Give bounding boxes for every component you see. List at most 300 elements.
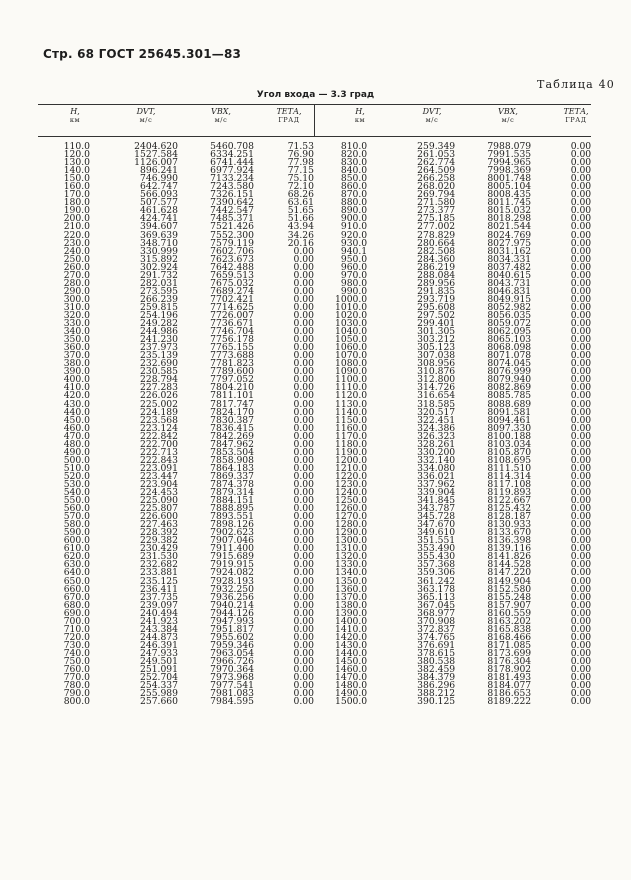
- table-cell: 1100.0: [335, 374, 368, 386]
- column-header-unit: м/с: [139, 116, 153, 124]
- table-cell: 210.0: [63, 221, 90, 233]
- table-cell: 7991.535: [487, 149, 532, 161]
- table-cell: 950.0: [340, 253, 368, 265]
- table-cell: 7951.817: [210, 623, 254, 635]
- table-row: [335, 175, 591, 183]
- table-cell: 8152.580: [487, 583, 532, 595]
- table-cell: 8097.330: [487, 422, 532, 434]
- table-cell: 0.00: [570, 470, 592, 482]
- table-cell: 110.0: [63, 141, 90, 152]
- table-row: [62, 513, 314, 521]
- table-row: [62, 658, 314, 666]
- table-cell: 388.212: [417, 688, 456, 700]
- table-row: [62, 449, 314, 457]
- table-cell: 0.00: [293, 559, 314, 571]
- table-cell: 8046.831: [487, 285, 532, 297]
- table-cell: 314.726: [417, 382, 456, 394]
- table-row: [335, 352, 591, 360]
- table-cell: 790.0: [63, 688, 90, 700]
- table-cell: 0.00: [570, 696, 592, 708]
- table-row: [335, 569, 591, 577]
- table-cell: 254.196: [140, 309, 178, 321]
- table-cell: 7485.371: [210, 213, 254, 225]
- table-cell: 7970.364: [210, 664, 254, 676]
- table-cell: 0.00: [293, 567, 314, 579]
- table-row: [335, 183, 591, 191]
- table-cell: 0.00: [293, 342, 314, 354]
- table-cell: 610.0: [63, 543, 90, 555]
- table-cell: 249.282: [140, 318, 178, 330]
- table-row: [335, 232, 591, 240]
- table-cell: 8100.188: [487, 430, 532, 442]
- table-cell: 642.747: [140, 181, 178, 193]
- table-cell: 0.00: [570, 591, 592, 603]
- table-cell: 7765.155: [210, 342, 254, 354]
- table-cell: 372.837: [417, 623, 456, 635]
- table-cell: 310.876: [417, 366, 456, 378]
- table-cell: 0.00: [570, 406, 592, 418]
- table-cell: 0.00: [293, 639, 314, 651]
- table-cell: 228.392: [140, 527, 178, 539]
- table-row: [62, 304, 314, 312]
- table-row: [62, 481, 314, 489]
- table-cell: 0.00: [293, 398, 314, 410]
- table-row: [335, 417, 591, 425]
- table-cell: 690.0: [63, 607, 90, 619]
- table-cell: 368.977: [417, 607, 456, 619]
- table-cell: 1080.0: [335, 358, 368, 370]
- table-cell: 0.00: [570, 487, 592, 499]
- table-cell: 7973.968: [210, 672, 254, 684]
- table-cell: 0.00: [293, 591, 314, 603]
- table-cell: 1260.0: [335, 503, 368, 515]
- table-cell: 301.305: [417, 326, 456, 338]
- table-cell: 8076.999: [487, 366, 532, 378]
- table-row: [62, 618, 314, 626]
- table-cell: 480.0: [63, 438, 90, 450]
- table-row: [62, 159, 314, 167]
- table-cell: 0.00: [293, 575, 314, 587]
- table-row: [335, 449, 591, 457]
- table-row: [335, 578, 591, 586]
- table-cell: 241.923: [140, 615, 178, 627]
- table-row: [335, 698, 591, 706]
- table-cell: 7940.214: [210, 599, 254, 611]
- table-cell: 896.241: [140, 165, 178, 177]
- table-cell: 367.045: [417, 599, 456, 611]
- table-cell: 223.568: [140, 414, 178, 426]
- table-row: [62, 199, 314, 207]
- column-header: [52, 108, 98, 124]
- table-cell: 1420.0: [335, 631, 368, 643]
- table-cell: 0.00: [293, 366, 314, 378]
- table-row: [62, 328, 314, 336]
- table-row: [335, 489, 591, 497]
- table-row: [62, 360, 314, 368]
- table-cell: 760.0: [63, 664, 90, 676]
- table-cell: 340.0: [63, 326, 90, 338]
- table-cell: 1040.0: [335, 326, 368, 338]
- table-cell: 229.382: [140, 535, 178, 547]
- table-cell: 297.502: [417, 309, 456, 321]
- table-cell: 8178.902: [487, 664, 532, 676]
- table-row: [62, 497, 314, 505]
- table-cell: 8117.108: [487, 478, 532, 490]
- table-cell: 0.00: [293, 487, 314, 499]
- table-row: [62, 401, 314, 409]
- table-cell: 7390.642: [210, 197, 254, 209]
- table-cell: 7736.671: [210, 318, 254, 330]
- table-cell: 940.1: [340, 245, 368, 257]
- table-cell: 0.00: [570, 277, 592, 289]
- table-row: [335, 473, 591, 481]
- table-cell: 1470.0: [335, 672, 368, 684]
- table-cell: 264.509: [417, 165, 456, 177]
- table-cell: 0.00: [293, 285, 314, 297]
- table-row: [62, 537, 314, 545]
- table-cell: 363.178: [417, 583, 456, 595]
- table-cell: 1460.0: [335, 664, 368, 676]
- table-cell: 700.0: [63, 615, 90, 627]
- table-cell: 224.189: [140, 406, 178, 418]
- table-cell: 510.0: [63, 462, 90, 474]
- table-cell: 620.0: [63, 551, 90, 563]
- table-cell: 51.66: [287, 213, 314, 225]
- table-row: [62, 457, 314, 465]
- table-cell: 223.904: [140, 478, 178, 490]
- table-cell: 349.610: [417, 527, 456, 539]
- table-cell: 1120.0: [335, 390, 368, 402]
- table-cell: 7714.625: [210, 301, 254, 313]
- table-cell: 1060.0: [335, 342, 368, 354]
- table-cell: 1230.0: [335, 478, 368, 490]
- table-cell: 0.00: [570, 422, 592, 434]
- table-cell: 7552.300: [210, 229, 254, 241]
- table-cell: 8122.667: [487, 495, 532, 507]
- table-row: [335, 280, 591, 288]
- table-cell: 930.0: [340, 237, 368, 249]
- table-cell: 278.829: [417, 229, 456, 241]
- table-cell: 8181.493: [487, 672, 532, 684]
- table-cell: 0.00: [570, 261, 592, 273]
- table-cell: 300.0: [63, 293, 90, 305]
- table-cell: 461.628: [140, 205, 178, 217]
- table-cell: 8171.085: [487, 639, 532, 651]
- table-cell: 259.815: [140, 301, 178, 313]
- table-cell: 0.00: [570, 342, 592, 354]
- table-cell: 0.00: [570, 366, 592, 378]
- table-cell: 0.00: [293, 301, 314, 313]
- table-cell: 225.002: [140, 398, 178, 410]
- table-cell: 7864.183: [210, 462, 254, 474]
- table-cell: 0.00: [293, 535, 314, 547]
- table-cell: 1090.0: [335, 366, 368, 378]
- table-cell: 390.0: [63, 366, 90, 378]
- table-cell: 0.00: [570, 229, 592, 241]
- table-row: [335, 505, 591, 513]
- table-cell: 0.00: [293, 454, 314, 466]
- table-cell: 0.00: [570, 527, 592, 539]
- table-cell: 0.00: [570, 157, 592, 169]
- table-cell: 650.0: [63, 575, 90, 587]
- table-row: [335, 159, 591, 167]
- table-label: Таблица 40: [537, 78, 615, 91]
- table-cell: 8141.826: [487, 551, 532, 563]
- table-cell: 7898.126: [210, 519, 254, 531]
- table-cell: 227.283: [140, 382, 178, 394]
- table-cell: 1440.0: [335, 647, 368, 659]
- table-cell: 130.0: [63, 157, 90, 169]
- table-cell: 8130.933: [487, 519, 532, 531]
- table-cell: 1270.0: [335, 511, 368, 523]
- table-row: [335, 690, 591, 698]
- table-cell: 0.00: [293, 478, 314, 490]
- table-row: [335, 586, 591, 594]
- table-row: [335, 328, 591, 336]
- table-cell: 190.0: [63, 205, 90, 217]
- table-cell: 8111.510: [487, 462, 532, 474]
- table-row: [62, 682, 314, 690]
- table-row: [62, 296, 314, 304]
- data-table-right: [335, 143, 591, 706]
- table-cell: 0.00: [570, 285, 592, 297]
- table-cell: 241.230: [140, 334, 178, 346]
- table-cell: 315.892: [140, 253, 178, 265]
- table-cell: 382.459: [417, 664, 456, 676]
- table-cell: 235.125: [140, 575, 178, 587]
- column-header-name: H,: [355, 107, 365, 116]
- table-cell: 280.664: [417, 237, 456, 249]
- table-cell: 0.00: [293, 462, 314, 474]
- table-cell: 68.26: [287, 189, 314, 201]
- table-row: [62, 642, 314, 650]
- table-cell: 1010.0: [335, 301, 368, 313]
- table-cell: 1450.0: [335, 656, 368, 667]
- table-cell: 0.00: [293, 318, 314, 330]
- table-cell: 8103.034: [487, 438, 532, 450]
- table-cell: 1030.0: [335, 318, 368, 330]
- table-cell: 0.00: [293, 261, 314, 273]
- table-cell: 7955.602: [210, 631, 254, 643]
- table-cell: 400.0: [63, 374, 90, 386]
- table-cell: 7623.673: [210, 253, 254, 265]
- table-cell: 470.0: [63, 430, 90, 442]
- table-row: [335, 312, 591, 320]
- table-cell: 8021.544: [487, 221, 532, 233]
- table-cell: 1126.007: [134, 157, 178, 169]
- table-cell: 302.924: [140, 261, 178, 273]
- table-row: [335, 626, 591, 634]
- table-cell: 1360.0: [335, 583, 368, 595]
- table-cell: 8040.615: [487, 269, 532, 281]
- table-cell: 8149.904: [487, 575, 532, 587]
- table-cell: 1410.0: [335, 623, 368, 635]
- table-cell: 0.00: [570, 350, 592, 362]
- table-row: [62, 320, 314, 328]
- table-cell: 266.258: [417, 173, 456, 185]
- table-cell: 322.451: [417, 414, 456, 426]
- table-row: [335, 650, 591, 658]
- table-cell: 0.00: [570, 446, 592, 458]
- table-cell: 500.0: [63, 454, 90, 466]
- table-cell: 7789.600: [210, 366, 254, 378]
- table-cell: 820.0: [340, 149, 368, 161]
- table-cell: 275.185: [417, 213, 456, 225]
- table-cell: 370.908: [417, 615, 456, 627]
- table-cell: 1340.0: [335, 567, 368, 579]
- table-cell: 0.00: [293, 615, 314, 627]
- table-cell: 0.00: [293, 543, 314, 555]
- table-cell: 51.65: [287, 205, 314, 217]
- table-cell: 460.0: [63, 422, 90, 434]
- table-row: [335, 167, 591, 175]
- table-cell: 7911.400: [210, 543, 254, 555]
- table-row: [335, 368, 591, 376]
- table-row: [62, 352, 314, 360]
- table-cell: 345.728: [417, 511, 456, 523]
- table-cell: 334.080: [417, 462, 456, 474]
- table-row: [62, 344, 314, 352]
- table-cell: 0.00: [570, 309, 592, 321]
- table-cell: 237.973: [140, 342, 178, 354]
- table-row: [335, 618, 591, 626]
- table-cell: 244.986: [140, 326, 178, 338]
- column-header-name: VBX,: [498, 107, 518, 116]
- table-cell: 289.956: [417, 277, 456, 289]
- table-cell: 960.0: [340, 261, 368, 273]
- table-cell: 0.00: [570, 567, 592, 579]
- table-cell: 0.00: [570, 205, 592, 217]
- table-row: [62, 586, 314, 594]
- table-cell: 8139.116: [487, 543, 532, 555]
- table-cell: 269.794: [417, 189, 456, 201]
- table-row: [335, 256, 591, 264]
- table-cell: 286.219: [417, 261, 456, 273]
- table-row: [335, 553, 591, 561]
- table-cell: 520.0: [63, 470, 90, 482]
- table-cell: 226.026: [140, 390, 178, 402]
- table-cell: 1490.0: [335, 688, 368, 700]
- table-cell: 0.00: [570, 197, 592, 209]
- table-cell: 7944.126: [210, 607, 254, 619]
- table-row: [335, 521, 591, 529]
- table-cell: 270.0: [63, 269, 90, 281]
- table-cell: 0.00: [570, 181, 592, 193]
- table-cell: 0.00: [293, 623, 314, 635]
- table-cell: 0.00: [570, 583, 592, 595]
- table-row: [62, 175, 314, 183]
- table-cell: 303.212: [417, 334, 456, 346]
- table-cell: 8015.032: [487, 205, 532, 217]
- table-cell: 1160.0: [335, 422, 368, 434]
- table-cell: 228.794: [140, 374, 178, 386]
- table-cell: 0.00: [570, 245, 592, 257]
- table-row: [335, 457, 591, 465]
- table-row: [335, 199, 591, 207]
- table-cell: 7824.170: [210, 406, 254, 418]
- table-cell: 7858.908: [210, 454, 254, 466]
- table-cell: 328.261: [417, 438, 456, 450]
- table-cell: 72.10: [287, 181, 314, 193]
- table-row: [62, 626, 314, 634]
- table-cell: 0.00: [570, 165, 592, 177]
- table-cell: 293.719: [417, 293, 456, 305]
- table-cell: 0.00: [293, 406, 314, 418]
- table-row: [335, 658, 591, 666]
- table-cell: 8008.435: [487, 189, 532, 201]
- table-cell: 75.10: [287, 173, 314, 185]
- table-cell: 1280.0: [335, 519, 368, 531]
- table-cell: 0.00: [293, 245, 314, 257]
- table-cell: 1320.0: [335, 551, 368, 563]
- table-cell: 1220.0: [335, 470, 368, 482]
- table-cell: 8024.769: [487, 229, 532, 241]
- table-cell: 240.0: [63, 245, 90, 257]
- table-cell: 376.691: [417, 639, 456, 651]
- table-row: [62, 288, 314, 296]
- table-row: [335, 513, 591, 521]
- table-row: [335, 215, 591, 223]
- table-row: [335, 497, 591, 505]
- table-cell: 384.379: [417, 672, 456, 684]
- table-cell: 0.00: [570, 672, 592, 684]
- table-cell: 277.002: [417, 221, 456, 233]
- table-cell: 0.00: [293, 277, 314, 289]
- table-cell: 8165.838: [487, 623, 532, 635]
- column-header-unit: м/с: [214, 116, 228, 124]
- table-cell: 200.0: [63, 213, 90, 225]
- table-cell: 337.962: [417, 478, 456, 490]
- table-cell: 0.00: [293, 511, 314, 523]
- table-cell: 8052.982: [487, 301, 532, 313]
- table-cell: 316.654: [417, 390, 456, 402]
- table-cell: 1140.0: [335, 406, 368, 418]
- table-cell: 230.0: [63, 237, 90, 249]
- table-cell: 0.00: [570, 390, 592, 402]
- table-center-divider: [314, 104, 315, 136]
- table-row: [335, 610, 591, 618]
- table-cell: 7521.426: [210, 221, 254, 233]
- table-cell: 7966.726: [210, 656, 254, 667]
- table-cell: 7746.704: [210, 326, 254, 338]
- table-cell: 7642.488: [210, 261, 254, 273]
- table-cell: 8049.915: [487, 293, 532, 305]
- table-cell: 282.508: [417, 245, 456, 257]
- table-cell: 220.0: [63, 229, 90, 241]
- table-cell: 7919.915: [210, 559, 254, 571]
- table-cell: 780.0: [63, 680, 90, 692]
- column-header-unit: ГРАД: [565, 116, 587, 124]
- column-header: [340, 108, 380, 124]
- table-cell: 7884.151: [210, 495, 254, 507]
- table-cell: 7998.369: [487, 165, 532, 177]
- table-row: [62, 521, 314, 529]
- column-header-unit: км: [354, 116, 366, 124]
- table-cell: 6741.444: [210, 157, 254, 169]
- table-row: [335, 409, 591, 417]
- table-row: [62, 674, 314, 682]
- table-row: [62, 167, 314, 175]
- table-cell: 1527.584: [134, 149, 178, 161]
- table-cell: 0.00: [570, 543, 592, 555]
- table-row: [62, 409, 314, 417]
- table-cell: 8157.907: [487, 599, 532, 611]
- table-row: [62, 441, 314, 449]
- table-cell: 0.00: [570, 374, 592, 386]
- table-cell: 0.00: [570, 414, 592, 426]
- table-cell: 8133.670: [487, 527, 532, 539]
- table-cell: 257.660: [140, 696, 178, 708]
